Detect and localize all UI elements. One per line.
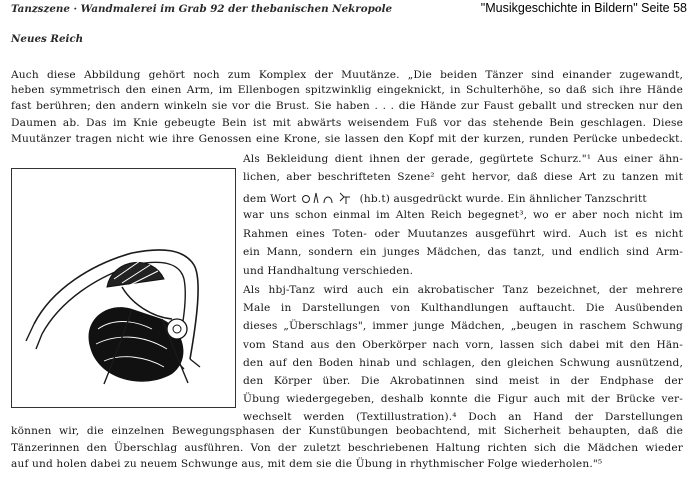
dancer-illustration: [11, 168, 236, 408]
hieroglyph-icon: [300, 191, 356, 205]
text-line: Übung wiedergegeben, deshalb konnte die Figur auch mit der Brücke ver-: [243, 393, 683, 405]
page-label: "Musikgeschichte in Bildern" Seite 58: [480, 1, 687, 15]
text-line: lichen, aber beschrifteten Szene² geht hervor, daß diese Art zu tanzen mit: [243, 171, 683, 183]
text-segment: dem Wort: [243, 193, 297, 205]
text-line: Auch diese Abbildung gehört noch zum Komplex der Muutänze. „Die beiden Tänzer sind einander zugewandt,: [11, 69, 683, 81]
text-line: können wir, die einzelnen Bewegungsphasen der Kunstübungen beobachtend, mit Sicherheit behaupten, daß die: [11, 425, 683, 437]
text-line: Male in Darstellungen von Kulthandlungen auftaucht. Die Ausübenden: [243, 302, 683, 314]
text-line: den Körper über. Die Akrobatinnen sind meist in der Endphase der: [243, 375, 683, 387]
text-line: wechselt werden (Textillustration).⁴ Doch an Hand der Darstellungen: [243, 411, 683, 423]
text-line: auf und holen dabei zu neuem Schwunge aus, mit dem sie die Übung in rhythmischer Folge wiederholen."⁵: [11, 458, 603, 470]
text-line: heben symmetrisch den einen Arm, im Ellenbogen spitzwinklig eingeknickt, in Schulterhöhe, so daß sich ihre Hände: [11, 84, 683, 96]
text-line: vom Stand aus den Oberkörper nach vorn, lassen sich dabei mit den Hän-: [243, 339, 683, 351]
text-line: dieses „Überschlags", immer junge Mädchen, „beugen in raschem Schwung: [243, 320, 683, 332]
text-line: war uns schon einmal im Alten Reich begegnet³, wo er aber noch nicht im: [243, 209, 683, 221]
figure-subcaption: Neues Reich: [11, 33, 84, 45]
text-line-with-hieroglyph: [243, 191, 683, 205]
text-line: und Handhaltung verschieden.: [243, 265, 414, 277]
text-line: den auf den Boden hinab und schlagen, den gleichen Schwung ausnützend,: [243, 357, 683, 369]
text-line: Als hbj-Tanz wird auch ein akrobatischer Tanz bezeichnet, der mehrere: [243, 284, 683, 296]
text-line: Als Bekleidung dient ihnen der gerade, gegürtete Schurz."¹ Aus einer ähn-: [243, 153, 683, 165]
acrobatic-dancer-drawing: [12, 169, 235, 407]
figure-caption: Tanzszene · Wandmalerei im Grab 92 der thebanischen Nekropole: [11, 3, 393, 15]
text-line: Tänzerinnen den Überschlag ausführen. Von der zuletzt beschriebenen Haltung richten sich die Mädchen wieder: [11, 442, 683, 454]
text-segment: (hb.t) ausgedrückt wurde. Ein ähnlicher Tanzschritt: [359, 193, 647, 205]
text-line: Rahmen eines Toten- oder Muutanzes ausgeführt wird. Auch ist es nicht: [243, 228, 683, 240]
text-line: Daumen ab. Das im Knie gebeugte Bein ist mit abwärts weisendem Fuß vor das stehende Bein geschlagen. Diese: [11, 117, 683, 129]
text-line: ein Mann, sondern ein junges Mädchen, das tanzt, und endlich sind Arm-: [243, 246, 683, 258]
text-line: fast berühren; den andern winkeln sie vor die Brust. Sie haben . . . die Hände zur Faust geballt und strecken nur den: [11, 100, 683, 112]
text-line: Muutänzer tragen nicht wie ihre Genossen eine Krone, sie lassen den Kopf mit der kurzen, runden Perücke unbedeckt.: [11, 133, 683, 145]
